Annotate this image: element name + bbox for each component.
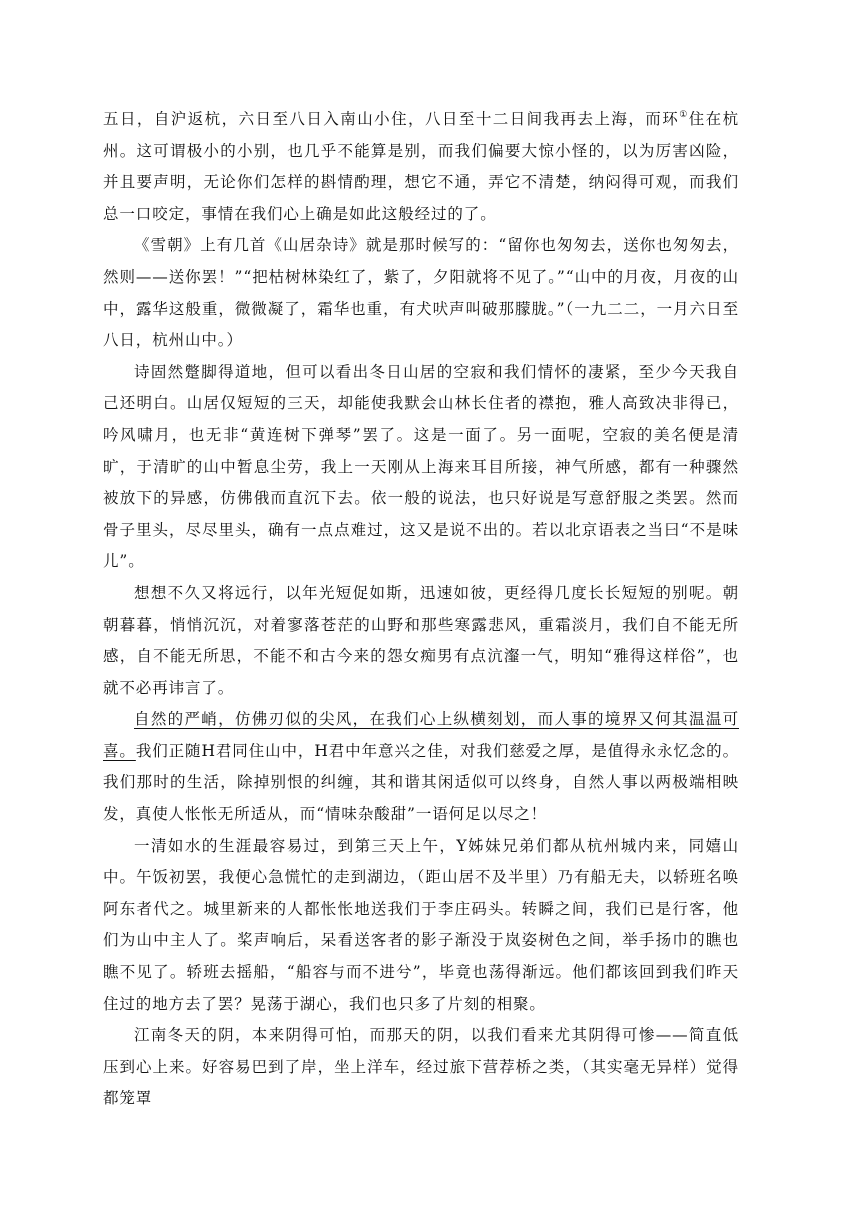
paragraph-1 <box>103 104 739 230</box>
paragraph-6: 一清如水的生涯最容易过，到第三天上午，Y姊妹兄弟们都从杭州城内来，同嬉山中。午饭初罢，我便心急慌忙的走到湖边，（距山居不及半里）乃有船无夫，以轿班名唤阿东者代之。城里新来的人都怅怅地送我们于李庄码头。转瞬之间，我们已是行客，他们为山中主人了。桨声响后，呆看送客者的影子渐没于岚姿树色之间，举手扬巾的瞧也瞧不见了。轿班去摇船，“船容与而不进兮”，毕竟也荡得渐远。他们都该回到我们昨天住过的地方去了罢？晃荡于湖心，我们也只多了片刻的相聚。 <box>103 836 739 1013</box>
paragraph-7: 江南冬天的阴，本来阴得可怕，而那天的阴，以我们看来尤其阴得可惨——简直低压到心上来。好容易巴到了岸，坐上洋车，经过旅下营荐桥之类，（其实毫无异样）觉得都笼罩 <box>103 1026 739 1108</box>
paragraph-4: 想想不久又将远行，以年光短促如斯，迅速如彼，更经得几度长长短短的别呢。朝朝暮暮，悄悄沉沉，对着寥落苍茫的山野和那些寒露悲风，重霜淡月，我们自不能无所感，自不能无所思，不能不和古今来的怨女痴男有点沆瀣一气，明知“雅得这样俗”，也就不必再讳言了。 <box>103 583 739 697</box>
paragraph-1-text-after: 住在杭州。这可谓极小的小别，也几乎不能算是别，而我们偏要大惊小怪的，以为厉害凶险，并且要声明，无论你们怎样的斟情酌理，想它不通，弄它不清楚，纳闷得可观，而我们总一口咬定，事情在我们心上确是如此这般经过的了。 <box>103 110 739 223</box>
paragraph-5-text-after: 我们正随H君同住山中，H君中年意兴之佳，对我们慈爱之厚，是值得永永忆念的。我们那时的生活，除掉别恨的纠缠，其和谐其闲适似可以终身，自然人事以两极端相映发，真使人怅怅无所适从，而“情味杂酸甜”一语何足以尽之！ <box>103 741 739 824</box>
footnote-marker: ① <box>679 110 689 120</box>
paragraph-1-text-before: 五日，自沪返杭，六日至八日入南山小住，八日至十二日间我再去上海，而环 <box>103 110 680 128</box>
document-page <box>103 104 739 1115</box>
underlined-sentence: 自然的严峭，仿佛刃似的尖风，在我们心上纵横刻划，而人事的境界又何其温温可喜。 <box>103 710 739 760</box>
paragraph-3: 诗固然蹩脚得道地，但可以看出冬日山居的空寂和我们情怀的凄紧，至少今天我自己还明白。山居仅短短的三天，却能使我默会山林长住者的襟抱，雅人高致决非得已，吟风啸月，也无非“黄连树下弹琴”罢了。这是一面了。另一面呢，空寂的美名便是清旷，于清旷的山中暂息尘劳，我上一天刚从上海来耳目所接，神气所感，都有一种骤然被放下的异感，仿佛俄而直沉下去。依一般的说法，也只好说是写意舒服之类罢。然而骨子里头，尽尽里头，确有一点点难过，这又是说不出的。若以北京语表之当曰“不是味儿”。 <box>103 362 739 571</box>
paragraph-5 <box>103 704 739 830</box>
paragraph-2: 《雪朝》上有几首《山居杂诗》就是那时候写的：“留你也匆匆去，送你也匆匆去，然则——送你罢！”“把枯树林染红了，紫了，夕阳就将不见了。”“山中的月夜，月夜的山中，露华这般重，微微凝了，霜华也重，有犬吠声叫破那朦胧。”（一九二二，一月六日至八日，杭州山中。） <box>103 236 739 350</box>
